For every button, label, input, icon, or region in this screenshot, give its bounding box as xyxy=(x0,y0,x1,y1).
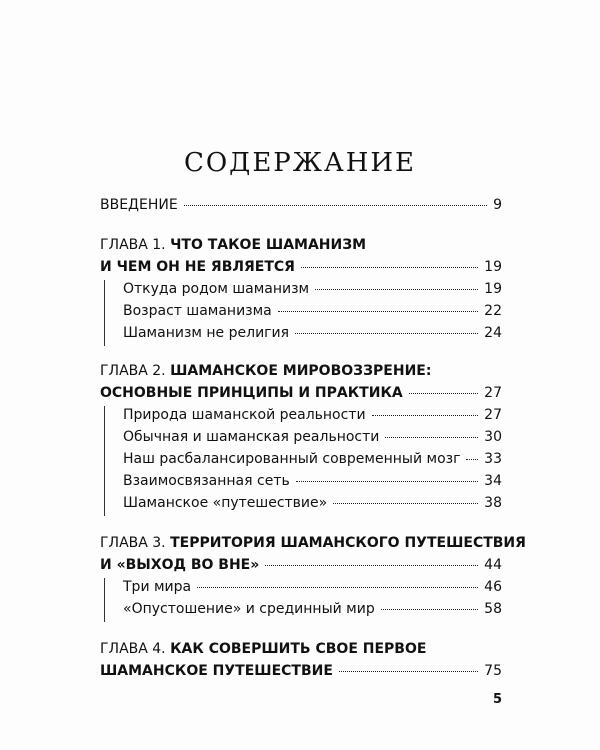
section-label: Наш расбалансированный современный мозг xyxy=(123,451,461,467)
section-list xyxy=(104,280,502,346)
section-label: Возраст шаманизма xyxy=(123,303,272,319)
toc-entry-page: 9 xyxy=(493,197,502,213)
leader-dots xyxy=(409,393,478,394)
chapter-page: 27 xyxy=(484,385,502,401)
chapter-page: 44 xyxy=(484,557,502,573)
chapter-heading-line-1 xyxy=(100,362,502,384)
chapter-heading-line-1 xyxy=(100,534,526,556)
page-number: 5 xyxy=(492,692,502,707)
section-label: Шаманизм не религия xyxy=(123,325,290,341)
section-label: Откуда родом шаманизм xyxy=(123,281,310,297)
leader-dots xyxy=(381,609,478,610)
section-label: Взаимосвязанная сеть xyxy=(123,473,290,489)
page-title: СОДЕРЖАНИЕ xyxy=(183,148,417,178)
section-entry xyxy=(123,428,502,450)
toc-entry-label: ВВЕДЕНИЕ xyxy=(100,197,178,213)
section-label: Обычная и шаманская реальности xyxy=(123,429,380,445)
leader-dots xyxy=(372,415,479,416)
leader-dots xyxy=(301,267,478,268)
chapter-prefix: ГЛАВА 1. xyxy=(100,237,166,253)
chapter-title: И «ВЫХОД ВО ВНЕ» xyxy=(100,557,260,573)
section-list xyxy=(104,406,502,516)
chapter-title: КАК СОВЕРШИТЬ СВОЕ ПЕРВОЕ xyxy=(170,641,427,657)
chapter-title: ЧТО ТАКОЕ ШАМАНИЗМ xyxy=(170,237,367,253)
chapter-page: 75 xyxy=(484,663,502,679)
section-label: Три мира xyxy=(123,579,192,595)
chapter-prefix: ГЛАВА 2. xyxy=(100,363,166,379)
leader-dots xyxy=(466,459,478,460)
toc-chapter-2 xyxy=(100,362,502,516)
section-page: 27 xyxy=(484,407,502,423)
section-label: Природа шаманской реальности xyxy=(123,407,366,423)
leader-dots xyxy=(385,437,478,438)
leader-dots xyxy=(265,565,478,566)
chapter-heading-line-2 xyxy=(100,384,502,406)
section-page: 24 xyxy=(484,325,502,341)
section-entry xyxy=(123,302,502,324)
section-list xyxy=(104,578,502,622)
section-entry xyxy=(123,578,502,600)
chapter-heading-line-2 xyxy=(100,258,502,280)
section-entry xyxy=(123,280,502,302)
chapter-heading-line-1 xyxy=(100,640,502,662)
toc-chapter-3 xyxy=(100,534,526,622)
section-entry xyxy=(123,324,502,346)
leader-dots xyxy=(339,671,478,672)
section-entry xyxy=(123,450,502,472)
leader-dots xyxy=(184,205,487,206)
chapter-heading-line-1 xyxy=(100,236,502,258)
chapter-prefix: ГЛАВА 3. xyxy=(100,535,166,551)
chapter-title: ТЕРРИТОРИЯ ШАМАНСКОГО ПУТЕШЕСТВИЯ xyxy=(170,535,526,551)
leader-dots xyxy=(315,289,478,290)
chapter-title: И ЧЕМ ОН НЕ ЯВЛЯЕТСЯ xyxy=(100,259,295,275)
toc-chapter-1 xyxy=(100,236,502,346)
chapter-title: ОСНОВНЫЕ ПРИНЦИПЫ И ПРАКТИКА xyxy=(100,385,403,401)
chapter-prefix: ГЛАВА 4. xyxy=(100,641,166,657)
chapter-title: ШАМАНСКОЕ ПУТЕШЕСТВИЕ xyxy=(100,663,333,679)
chapter-title: ШАМАНСКОЕ МИРОВОЗЗРЕНИЕ: xyxy=(170,363,432,379)
chapter-heading-line-2 xyxy=(100,556,502,578)
chapter-page: 19 xyxy=(484,259,502,275)
leader-dots xyxy=(278,311,478,312)
toc-entry xyxy=(100,196,502,218)
toc-intro xyxy=(100,196,502,218)
section-page: 22 xyxy=(484,303,502,319)
section-label: Шаманское «путешествие» xyxy=(123,495,328,511)
leader-dots xyxy=(296,481,478,482)
leader-dots xyxy=(333,503,478,504)
section-entry xyxy=(123,494,502,516)
leader-dots xyxy=(295,333,478,334)
section-page: 58 xyxy=(484,601,502,617)
section-label: «Опустошение» и срединный мир xyxy=(123,601,375,617)
leader-dots xyxy=(197,587,478,588)
section-entry xyxy=(123,406,502,428)
section-page: 30 xyxy=(484,429,502,445)
chapter-heading-line-2 xyxy=(100,662,502,684)
section-page: 38 xyxy=(484,495,502,511)
toc-chapter-4 xyxy=(100,640,502,684)
section-page: 34 xyxy=(484,473,502,489)
section-entry xyxy=(123,472,502,494)
section-entry xyxy=(123,600,502,622)
section-page: 46 xyxy=(484,579,502,595)
section-page: 19 xyxy=(484,281,502,297)
section-page: 33 xyxy=(484,451,502,467)
